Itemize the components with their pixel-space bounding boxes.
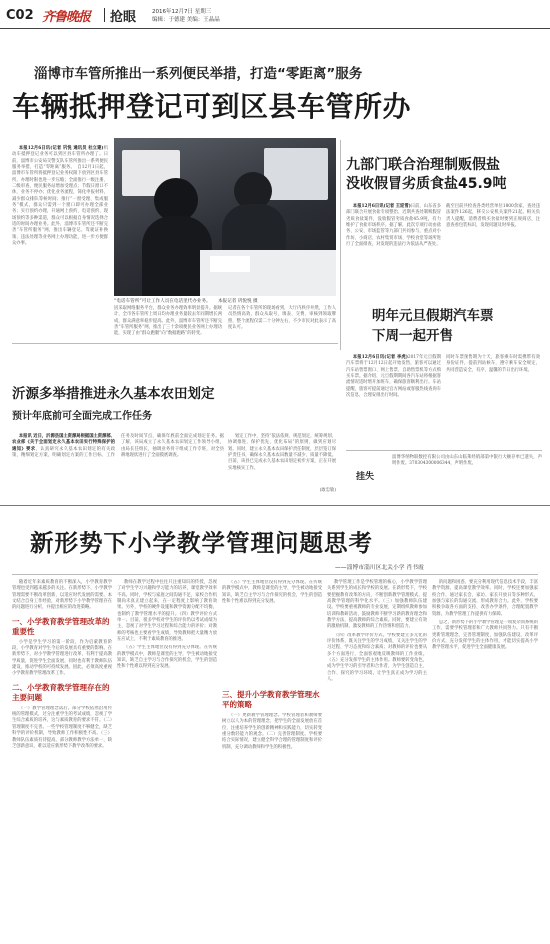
article4-byline: 本报讯 近日，沂源县国土资源局根据国土资源部、农业部《关于全面划定永久基本农田实行特殊保护的通知》要求 xyxy=(12,434,115,452)
brand-logo: 齐鲁晚报 xyxy=(42,10,91,25)
article3-headline-2: 下周一起开售 xyxy=(372,328,453,344)
article4-text-2: 划定工作中，坚持“依法依规、规范划定，统筹规划、协调推进，保护优先、优化布局”的原则，做到应划尽划。同时，建立永久基本农田保护责任制度，层层签订保护责任书，确保永久基本农田数量不减少、质量不降低。目前，该县已完成永久基本农田划定初步方案，正在开展实地核实工作。 xyxy=(228,434,336,471)
feature-col5-body-b: 总之，新形势下的小学教学管理是一项复杂而系统的工作，需要学校管理者和广大教师共同努力。只有不断更新管理理念，完善管理制度，加强队伍建设，改革评价方式，充分发挥学生的主体作用，才能切实提高小学教学管理水平，促进学生全面健康发展。 xyxy=(432,620,538,651)
feature-col4-body-b: （四）改革教学评价方式。学校要建立多元化的评价体系，既关注学生的学习成绩，又关注学生的学习过程、学习态度和综合素质；对教师的评价也要从多个方面进行，全面客观地反映教师的工作业绩。（五）充分发挥学生的主体作用。教师要转变角色，成为学生学习的引导者和合作者，为学生创造自主、合作、探究的学习环境，让学生真正成为学习的主人。 xyxy=(327,632,427,683)
feature-section2-title: 二、小学教育教学管理存在的主要问题 xyxy=(12,682,110,702)
date-line: 2016年12月7日 星期三 xyxy=(152,9,212,15)
feature-col2 xyxy=(117,580,217,940)
article1-body-col2: 因采取网络服务平台，群众业务办理效率明显提升。据统计，全市各车管所上周日均办理业务量较去年同期增长两成，群众满意率稳步提高。此外，淄博市车管所还不断完善“车管所服务”网，推出了三十余项便民业务网上办理功能，实现了由“群众跑腿”向“数据跑路”的转变。 xyxy=(114,306,222,337)
section-name: 抢眼 xyxy=(110,10,137,25)
header-rule xyxy=(0,28,550,29)
feature-title-rule xyxy=(12,574,538,575)
article2-headline-2: 没收假冒劣质食盐45.9吨 xyxy=(346,176,507,192)
article1-photo-caption xyxy=(114,298,258,304)
feature-section3-body: （一）更新教学管理理念。学校管理者和教师要树立以人为本的管理理念，把学生的全面发展放在首位，注重培养学生的创新精神和实践能力，切实转变重分数轻能力的观念。（二）完善管理制度。学校要结合实际情况，建立健全科学合理的管理制度和评价机制，充分调动教师和学生的积极性。 xyxy=(222,713,322,750)
feature-headline: 新形势下小学教学管理问题思考 xyxy=(30,529,373,557)
feature-col4 xyxy=(327,580,427,940)
article4-signature: (敢忠敏) xyxy=(319,488,336,493)
article2-body-right: 截至目前共检查各类经营单位1800余家，查处违法案件126起，移交公安机关案件21起。相关负责人提醒，消费者购买食盐时要到正规商店，注意查看包装标识，发现问题及时举报。 xyxy=(446,204,540,229)
feature-col5-body: 的问题和困惑，要充分利用现代信息技术手段，丰富教学资源，提高课堂教学效率。同时，学校还要加强家校合作，通过家长会、家访、家长开放日等多种形式，加强与家长的沟通交流，形成教育合力。此外，学校要积极争取各方面的支持，改善办学条件，合理配置教学资源，为教学管理工作提供有力保障。 xyxy=(432,580,538,617)
article3-body-right: 同时车票预售期为十天，旅客乘车时需携带有效身份证件，提前到站候车，遵守乘车安全规定，共同营造安全、有序、温馨的节日出行环境。 xyxy=(446,355,540,373)
article2-body xyxy=(346,204,441,294)
article1-body-col3: 记者在各个车管所的现场看到，大厅内秩序井然，工作人员热情高效，群众从取号、填表、交费、审核到领取牌照，整个流程仅需二十分钟左右，不少市民对此表示了高度认可。 xyxy=(228,306,336,331)
page-header xyxy=(0,0,550,28)
staff-line: 编辑：于德建 美编：王晶晶 xyxy=(152,17,220,23)
column-divider xyxy=(340,140,341,350)
article3-byline: 本报12月6日讯(记者 李虎) xyxy=(352,355,408,360)
feature-section1-title: 一、小学教育教学管理改革的重要性 xyxy=(12,616,110,636)
article2-text: 日前，山东省多部门联合开展食盐专项整治，近期共查处制贩假冒劣质食盐案件，没收假冒劣质食盐45.9吨，有力维护了食盐市场秩序。据了解，此次专项行动由盐务、公安、市场监管等九部门共同参与，重点对小作坊、小商店、农村集贸市场、学校食堂等场所进行了全面排查，对发现的违法行为依法从严查处。 xyxy=(346,204,442,248)
article4-text: ，认真研究永久基本农田划定的有关政策，精细划定方案，明确划定方案的工作目标、工作任务及时间节点，确保年底前全面完成划定任务。据了解，该局成立了永久基本农田划定工作领导小组，由局长任组长，抽调业务骨干组成工作专班，对全县耕地现状进行了全面摸底调查。 xyxy=(12,434,224,459)
feature-section2-body: （一）教学管理理念落后。部分学校依然沿用传统的管理模式，过分注重学生的考试成绩，忽视了学生综合素质的培养，这与素质教育的要求不符。（二）管理制度不完善。一些学校管理制度不够健全，缺乏科学的评价机制，导致教师工作积极性不高。（三）教师队伍素质有待提高。部分教师教学方法单一，缺乏创新意识，难以适应新形势下教学改革的要求。 xyxy=(12,705,112,749)
notice-text: 淄博华纳物联数控有限公司由山东山临莱经销部第中银行大额存单已遗失，声明作废。370304300006344，声明作废。 xyxy=(392,455,542,467)
notice-label: 挂失 xyxy=(356,472,375,482)
article3-text: 2017年元旦假期汽车票将于12月12日起开始发售，旅客可以通过汽车站售票窗口、网上售票、自助售票机等方式购买车票。据介绍，元旦假期期间各汽车站将根据客流情况适时增开加班车，确保旅客顺利出行。车站提醒，旅客可提前通过官方网站或客服热线查询车次信息，合理安排出行时间。 xyxy=(346,355,442,399)
page-code: C02 xyxy=(6,8,34,23)
feature-col3 xyxy=(222,580,322,940)
article1-kicker: 淄博市车管所推出一系列便民举措，打造“零距离”服务 xyxy=(34,66,363,82)
feature-col2-body: 教师在教学过程中往往只注重知识的传授，忽视了对学生学习兴趣和学习能力的培养，课堂教学效率不高。同时，学校与家庭之间沟通不足，家校合作机制尚未真正建立起来，在一定程度上影响了教育效果。另外，学校的硬件设施和教学资源分配不均衡，也制约了教学管理水平的提升。（四）教学评价方式单一。目前，很多学校对学生的评价仍以考试成绩为主，忽视了对学生学习过程和综合能力的评价；对教师的考核也主要看学生成绩，导致教师把大量精力放在应试上，不利于素质教育的推进。 xyxy=(117,580,217,643)
article2-headline-1: 九部门联合治理制贩假盐 xyxy=(346,157,500,173)
article4-top-rule xyxy=(12,343,338,344)
article1-headline: 车辆抵押登记可到区县车管所办 xyxy=(12,90,412,123)
article1-text: 机动车抵押登记业务可以到区县车管所办理了。日前，淄博市公安局交警支队车管所推出一系列便民服务举措，打造“零距离”服务。 自12月1日起，淄博市车管所将抵押登记业务权限下放到区县车管所，办理时限也进一步压缩；全面推行一级注册、二级审查，便民服务站增加受理点；节假日窗口不休，业务不停办；优化业务流程，简化申报材料，减少群众排队等候时间；推行“一窗受理、集成服务”模式，群众只需到一个窗口即可办理全部业务；实行预约办理，开通网上预约、电话预约、现场预约等多种渠道，群众可以根据自身情况选择合适的时间办理业务。此外，淄博市车管所还不断完善“车管所服务”网，推出车辆登记、驾驶证补换领、违法处理等业务网上办理功能，进一步方便群众办事。 xyxy=(12,146,109,247)
article3-body xyxy=(346,355,441,447)
article4-headline: 沂源多举措推进永久基本农田划定 xyxy=(12,386,215,402)
feature-byline: ——淄博市淄川区北关小学 肖书霞 xyxy=(335,565,424,571)
article2-byline: 本报12月6日讯(记者 王迎雪) xyxy=(352,204,411,209)
feature-col1 xyxy=(12,580,112,940)
feature-intro: 随着近年来素质教育的不断深入，小学教育教学管理也受到越来越多的关注。在新形势下，小学教学管理需要不断改革创新，以适应时代发展的需要。本文结合自身工作经验，对新形势下小学教学管理存在的问题进行分析，并提出相应的改进策略。 xyxy=(12,580,112,611)
feature-top-rule xyxy=(0,505,550,506)
article4-body xyxy=(12,434,224,498)
feature-col5 xyxy=(432,580,538,940)
article1-photo xyxy=(114,138,336,296)
feature-section3-title: 三、提升小学教育教学管理水平的策略 xyxy=(222,690,320,709)
article3-headline-1: 明年元旦假期汽车票 xyxy=(372,308,494,324)
article1-body xyxy=(12,146,108,318)
feature-section1-body: 小学是学生学习的第一阶段，作为启蒙教育阶段，小学教育对学生今后的发展具有重要的影响。在新形势下，对小学教学管理进行改革，有利于提高教学质量，促进学生全面发展，同时也有利于教师队伍建设，推动学校的可持续发展。因此，必须高度重视小学教育教学管理改革工作。 xyxy=(12,639,112,677)
feature-col3a-body: （五）学生主体地位没有得到充分体现。在传统的教学模式中，教师是课堂的主导，学生被动地接受知识，缺乏自主学习与合作探究的机会，学生的创造性和个性难以得到充分发展。 xyxy=(222,580,322,605)
feature-col4-body: 教学管理工作是学校管理的核心，小学教学管理关系到学生的成长和学校的发展。在新形势下，学校要把握教育改革的方向，不断创新教学管理模式，提高教学管理的科学化水平。（三）加强教师队伍建设。学校要重视教师的专业发展，定期组织教师参加培训和教研活动，鼓励教师不断学习新的教育理念和教学方法，提高教师的综合素质。同时，要建立有效的激励机制，激发教师的工作热情和创造力。 xyxy=(327,580,427,630)
feature-col2-body-b: （五）学生主体地位没有得到充分体现。在传统的教学模式中，教师是课堂的主导，学生被动地接受知识，缺乏自主学习与合作探究的机会，学生的创造性和个性难以得到充分发展。 xyxy=(117,645,217,670)
divider-bar xyxy=(104,8,105,22)
article4-subhead: 预计年底前可全面完成工作任务 xyxy=(12,411,152,422)
photo-caption: “电话车管所”可让工作人员在电话里代办业务。 xyxy=(114,299,211,304)
notice-box xyxy=(346,450,542,502)
article1-byline: 本报12月6日讯(记者 巩悦 通讯员 杜立建) xyxy=(18,146,104,151)
photo-credit: 本报记者 巩悦悦 摄 xyxy=(217,299,258,304)
